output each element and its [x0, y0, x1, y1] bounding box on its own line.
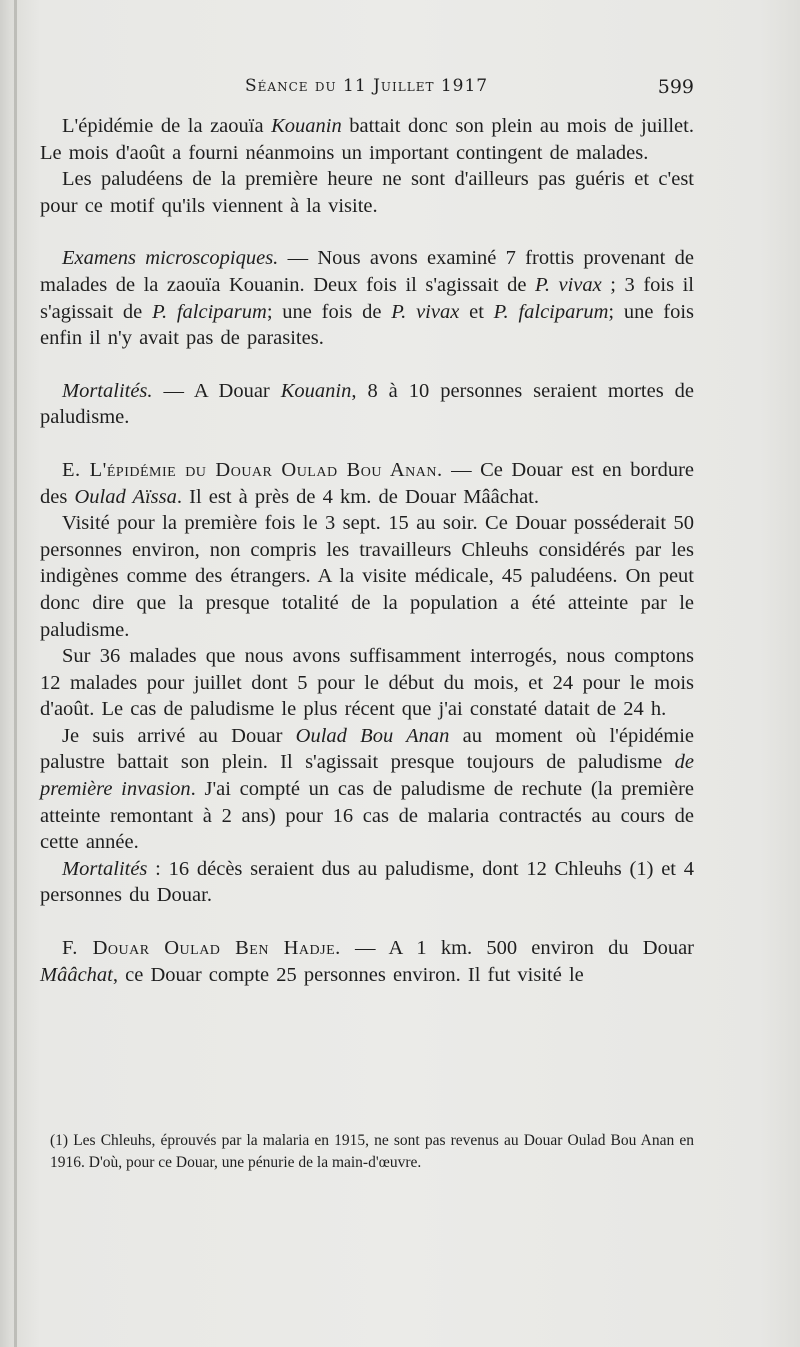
binding-edge: [14, 0, 17, 1347]
italic-run: Mââchat: [40, 963, 113, 986]
text-run: battait donc son plein au mois de juillet. Le mois d'août a fourni néanmoins un important contingent de malades.: [40, 115, 694, 164]
italic-run: Oulad Aïssa: [74, 485, 177, 508]
text-run: — A 1 km. 500 environ du Douar: [340, 937, 694, 960]
section-label: Mortalités.: [62, 379, 153, 402]
italic-run: Kouanin: [271, 115, 342, 137]
italic-run: Kouanin: [280, 379, 352, 402]
paragraph-mortalites-oulad: [40, 856, 694, 909]
section-heading-f: [40, 935, 694, 988]
italic-run: Oulad Bou Anan: [295, 724, 450, 747]
text-run: ; 3 fois il s'agissait de: [40, 273, 695, 323]
footnote: [50, 1130, 694, 1174]
text-run: Je suis arrivé au Douar: [62, 724, 296, 747]
text-run: — Nous avons examiné 7 frottis provenant de malades de la zaouïa Kouanin. Deux fois il s'agissait de: [40, 247, 694, 296]
italic-run: P. vivax: [391, 300, 460, 323]
italic-run: P. falciparum: [152, 300, 267, 323]
footnote-text: (1) Les Chleuhs, éprouvés par la malaria en 1915, ne sont pas revenus au Douar Oulad Bou Anan en 1916. D'où, pour ce Douar, une pénurie de la main-d'œuvre.: [50, 1132, 694, 1171]
section-heading: E. L'épidémie du Douar Oulad Bou Anan.: [62, 458, 443, 481]
text-run: ; une fois de: [266, 300, 392, 323]
running-head: [40, 76, 694, 100]
text-run: : 16 décès seraient dus au paludisme, dont 12 Chleuhs (1) et 4 personnes du Douar.: [40, 857, 694, 907]
italic-run: P. vivax: [534, 273, 602, 296]
text-run: ; une fois enfin il n'y avait pas de parasites.: [40, 300, 695, 350]
section-label: Mortalités: [62, 857, 148, 880]
text-run: L'épidémie de la zaouïa: [62, 115, 272, 137]
paragraph: Les paludéens de la première heure ne sont d'ailleurs pas guéris et c'est pour ce motif qu'ils viennent à la visite.: [40, 168, 694, 217]
text-run: — Ce Douar est en bordure des: [40, 458, 694, 508]
paragraph-examens: [40, 245, 694, 351]
running-title: Séance du 11 Juillet 1917: [245, 76, 489, 96]
italic-run: P. falciparum: [493, 300, 609, 323]
paragraph: Visité pour la première fois le 3 sept. 15 au soir. Ce Douar posséderait 50 personnes environ, non compris les travailleurs Chleuhs considérés par les indigènes comme des étrangers. A la visite médicale, 45 paludéens. On peut donc dire que la presque totalité de la population a été atteinte par le paludisme.: [40, 512, 694, 641]
text-run: . J'ai compté un cas de paludisme de rechute (la première atteinte remontant à 2 ans) pour 16 cas de malaria contractés au cours de cette année.: [40, 778, 694, 854]
page-number: 599: [657, 76, 694, 98]
text-run: — A Douar: [152, 379, 281, 402]
body-text: [40, 113, 694, 988]
section-heading: F. Douar Oulad Ben Hadje.: [62, 937, 341, 960]
text-run: , 8 à 10 personnes seraient mortes de paludisme.: [40, 379, 694, 429]
section-heading-e: [40, 457, 694, 510]
paragraph-mortalites-kouanin: [40, 378, 694, 431]
text-run: , ce Douar compte 25 personnes environ. Il fut visité le: [112, 963, 584, 986]
section-label: Examens microscopiques.: [62, 247, 279, 270]
text-run: . Il est à près de 4 km. de Douar Mââchat.: [176, 485, 540, 508]
text-run: au moment où l'épidémie palustre battait son plein. Il s'agissait presque toujours de paludisme: [40, 724, 694, 774]
paragraph: [40, 723, 694, 856]
italic-run: de première invasion: [40, 751, 694, 801]
paragraph: Sur 36 malades que nous avons suffisamment interrogés, nous comptons 12 malades pour juillet dont 5 pour le début du mois, et 24 pour le mois d'août. Le cas de paludisme le plus récent que j'ai constaté datait de 24 h.: [40, 645, 694, 721]
paragraph: [40, 113, 694, 166]
text-run: et: [459, 300, 494, 323]
